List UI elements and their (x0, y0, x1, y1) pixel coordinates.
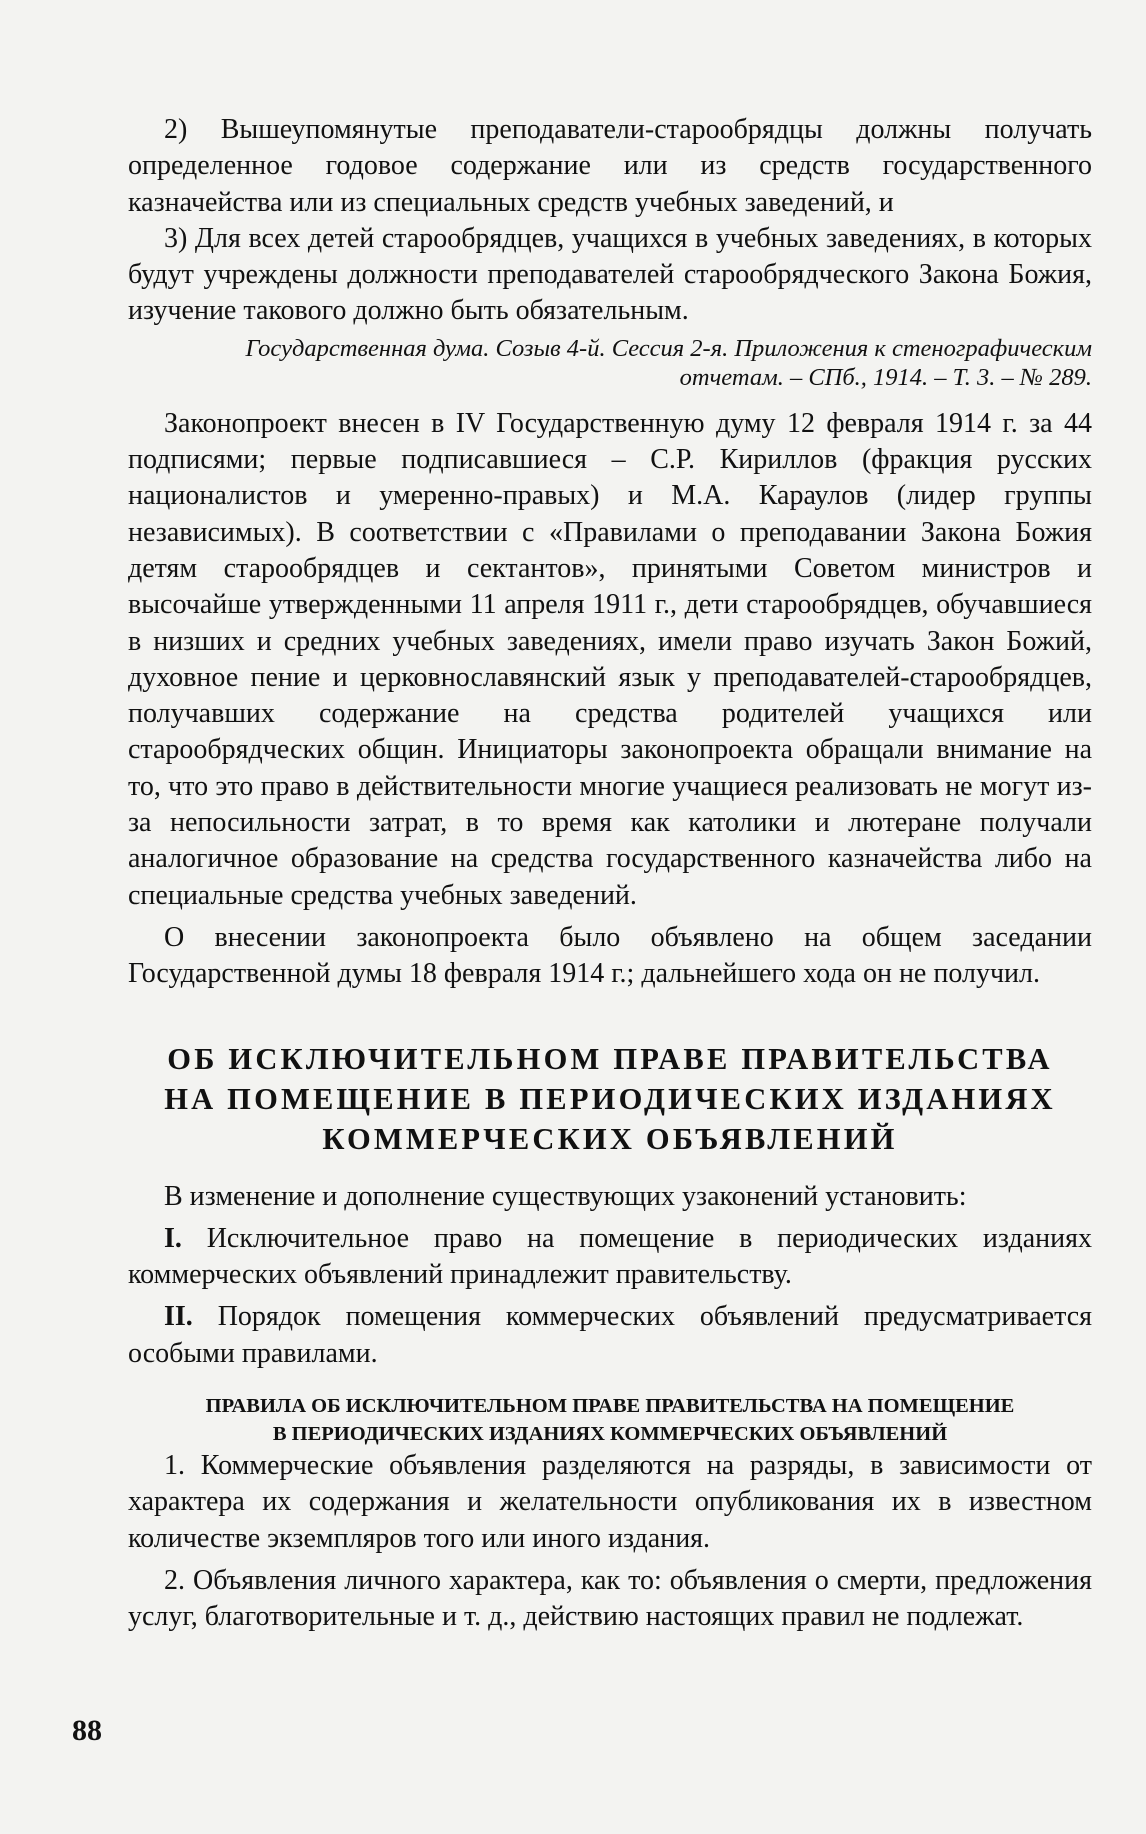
article-2-text: Порядок помещения коммерческих объявлений предусматривается особыми правилами. (128, 1301, 1092, 1369)
rules-list (128, 1448, 1092, 1635)
paragraph-item-2: 2) Вышеупомянутые преподаватели-старообрядцы должны получать определенное годовое содержание или из средств государственного казначейства или из специальных средств учебных заведений, и (128, 114, 1092, 218)
rule-item: 2. Объявления личного характера, как то: объявления о смерти, предложения услуг, благотворительные и т. д., действию настоящих правил не подлежат. (128, 1564, 1092, 1633)
rules-heading-line: ПРАВИЛА ОБ ИСКЛЮЧИТЕЛЬНОМ ПРАВЕ ПРАВИТЕЛЬСТВА НА ПОМЕЩЕНИЕ (205, 1395, 1015, 1418)
article-1-text: Исключительное право на помещение в периодических изданиях коммерческих объявлений принадлежит правительству. (128, 1222, 1092, 1291)
commentary (128, 406, 1092, 993)
section-heading-line: НА ПОМЕЩЕНИЕ В ПЕРИОДИЧЕСКИХ ИЗДАНИЯХ (164, 1081, 1056, 1116)
article-2-number: II. (164, 1301, 193, 1333)
rule-item: 1. Коммерческие объявления разделяются на разряды, в зависимости от характера их содержания и желательности опубликования их в известном количестве экземпляров того или иного издания. (128, 1450, 1092, 1554)
intro-paragraph: В изменение и дополнение существующих узаконений установить: (164, 1180, 967, 1212)
page-number: 88 (72, 1714, 102, 1747)
commentary-paragraph: Законопроект внесен в IV Государственную думу 12 февраля 1914 г. за 44 подписями; первые подписавшиеся – С.Р. Кириллов (фракция русских националистов и умеренно-правых) и М.А. Караулов (лидер группы независимых). В соответствии с «Правилами о преподавании Закона Божия детям старообрядцев и сектантов», принятыми Советом министров и высочайше утвержденными 11 апреля 1911 г., дети старообрядцев, обучавшиеся в низших и средних учебных заведениях, имели право изучать Закон Божий, духовное пение и церковнославянский язык у преподавателей-старообрядцев, получавших содержание на средства родителей учащихся или старообрядческих общин. Инициаторы законопроекта обращали внимание на то, что это право в действительности многие учащиеся реализовать не могут из-за непосильности затрат, в то время как католики и лютеране получали аналогичное образование на средства государственного казначейства либо на специальные средства учебных заведений. (128, 407, 1092, 911)
rules-heading (128, 1392, 1092, 1448)
paragraph-item-3: 3) Для всех детей старообрядцев, учащихся в учебных заведениях, в которых будут учреждены должности преподавателей старообрядческого Закона Божия, изучение такового должно быть обязательным. (128, 222, 1092, 327)
page-content (128, 112, 1092, 1636)
source-citation (128, 334, 1092, 392)
law-text (128, 1179, 1092, 1372)
source-citation-line-1: Государственная дума. Созыв 4-й. Сессия 2-я. Приложения к стенографическим (245, 334, 1092, 362)
section-heading-line: КОММЕРЧЕСКИХ ОБЪЯВЛЕНИЙ (322, 1121, 898, 1156)
article-1-number: I. (164, 1222, 182, 1254)
section-heading (128, 1039, 1092, 1159)
article-2 (128, 1299, 1092, 1372)
source-citation-line-2: отчетам. – СПб., 1914. – Т. 3. – № 289. (679, 363, 1092, 391)
section-heading-line: ОБ ИСКЛЮЧИТЕЛЬНОМ ПРАВЕ ПРАВИТЕЛЬСТВА (167, 1041, 1053, 1076)
rules-heading-line: В ПЕРИОДИЧЕСКИХ ИЗДАНИЯХ КОММЕРЧЕСКИХ ОБЪЯВЛЕНИЙ (272, 1423, 948, 1446)
article-1 (128, 1221, 1092, 1294)
commentary-paragraph: О внесении законопроекта было объявлено на общем заседании Государственной думы 18 февраля 1914 г.; дальнейшего хода он не получил. (128, 921, 1092, 990)
